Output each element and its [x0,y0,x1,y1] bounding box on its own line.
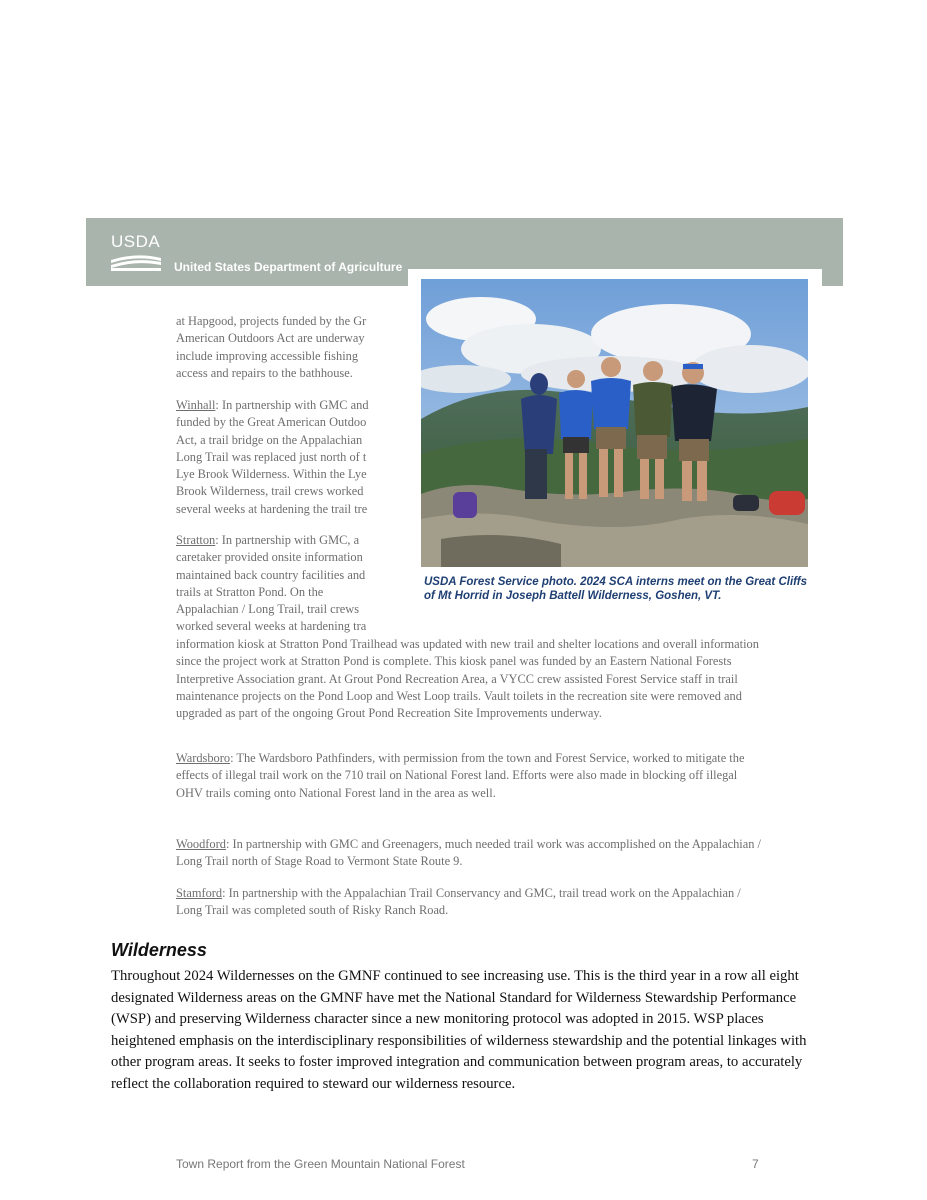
hapgood-line: include improving accessible fishing [176,348,359,363]
photo-caption: USDA Forest Service photo. 2024 SCA interns meet on the Great Cliffs of Mt Horrid in Joseph Battell Wilderness, Goshen, VT. [424,576,808,602]
usda-logo [111,233,163,273]
stratton-continuation: information kiosk at Stratton Pond Trailhead was updated with new trail and shelter locations and overall information since the project work at Stratton Pond is complete. This kiosk panel was funded by an Eastern National Forests Interpretive Association grant. At Grout Pond Recreation Area, a VYCC crew assisted Forest Service staff in trail maintenance projects on the Pond Loop and West Loop trails. Vault toilets in the recreation site were removed and upgraded as part of the ongoing Grout Pond Recreation Site Improvements underway. [176,637,759,721]
woodford-paragraph: Woodford: In partnership with GMC and Greenagers, much needed trail work was accomplished on the Appalachian / Long Trail north of Stage Road to Vermont State Route 9. [176,837,761,869]
stamford-paragraph: Stamford: In partnership with the Appalachian Trail Conservancy and GMC, trail tread work on the Appalachian / Long Trail was completed south of Risky Ranch Road. [176,886,741,918]
stratton-first-line: Stratton: In partnership with GMC, a [176,533,360,547]
footer-title: Town Report from the Green Mountain National Forest [176,1157,465,1171]
stratton-label: Stratton [176,533,216,547]
stratton-line: caretaker provided onsite information [176,550,363,565]
department-name: United States Department of Agriculture [174,260,403,274]
winhall-first-line: Winhall: In partnership with GMC and [176,398,369,412]
winhall-label: Winhall [176,398,216,412]
hapgood-line: at Hapgood, projects funded by the Gr [176,314,367,328]
winhall-line: Lye Brook Wilderness. Within the Lye [176,467,367,482]
wilderness-body: Throughout 2024 Wildernesses on the GMNF continued to see increasing use. This is the third year in a row all eight designated Wilderness areas on the GMNF have met the National Standard for Wilderness Stewardship Performance (WSP) and preserving Wilderness character since a new monitoring protocol was adopted in 2015. WSP places heightened emphasis on the interdisciplinary responsibilities of wilderness stewardship and the potential linkages with other program areas. It seeks to foster improved integration and communication between program areas, to accurately reflect the collaboration required to steward our wilderness resource. [111,968,807,1092]
stratton-line: Appalachian / Long Trail, trail crews [176,602,360,617]
wardsboro-paragraph: Wardsboro: The Wardsboro Pathfinders, with permission from the town and Forest Service, worked to mitigate the effects of illegal trail work on the 710 trail on National Forest land. Efforts were also made in blocking off illegal OHV trails coming onto National Forest land in the area as well. [176,751,745,800]
page-number: 7 [752,1157,759,1171]
wardsboro-label: Wardsboro [176,751,231,765]
hapgood-line: American Outdoors Act are underway [176,331,365,346]
stratton-line: worked several weeks at hardening tra [176,619,367,634]
winhall-paragraph [176,397,408,518]
woodford-label: Woodford [176,837,226,851]
stratton-line: trails at Stratton Pond. On the [176,584,324,599]
hapgood-paragraph [176,313,408,382]
winhall-line: Long Trail was replaced just north of t [176,449,367,464]
winhall-line: Brook Wilderness, trail crews worked [176,484,364,499]
mountain-group-photo-illustration [421,279,808,567]
sca-interns-photo [421,279,808,567]
wilderness-heading: Wilderness [111,940,207,960]
hapgood-line: access and repairs to the bathhouse. [176,365,353,380]
winhall-line: several weeks at hardening the trail tre [176,501,368,516]
usda-logo-hills-icon [111,252,161,272]
usda-logo-text: USDA [111,232,161,251]
winhall-line: funded by the Great American Outdoo [176,415,367,430]
winhall-line: Act, a trail bridge on the Appalachian [176,432,363,447]
stratton-line: maintained back country facilities and [176,567,366,582]
stamford-label: Stamford [176,886,223,900]
stratton-paragraph [176,532,408,636]
